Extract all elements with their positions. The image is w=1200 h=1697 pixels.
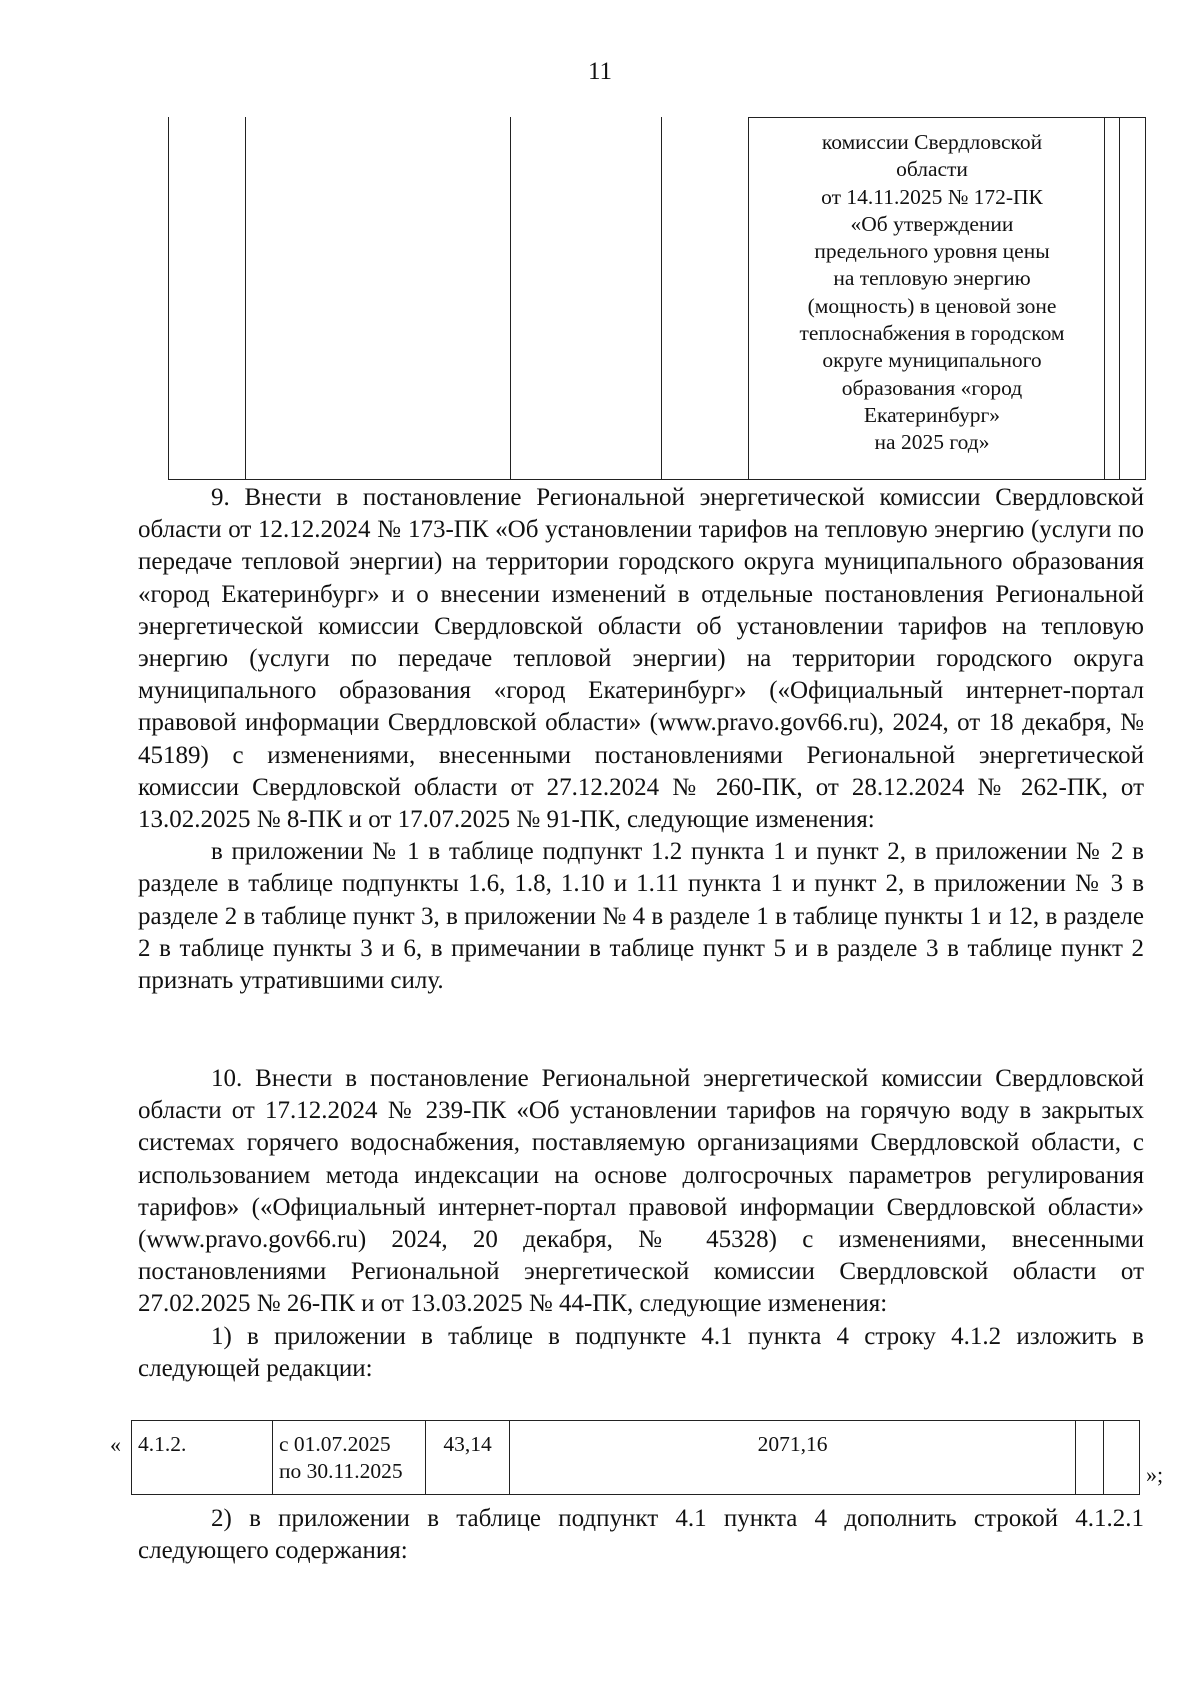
item-10-continued <box>138 1503 1144 1567</box>
cell-line: Екатеринбург» <box>863 402 1001 427</box>
cell-line: (мощность) в ценовой зоне <box>807 293 1057 318</box>
empty-cell <box>1076 1421 1104 1494</box>
period-cell <box>273 1421 426 1494</box>
cell-line: предельного уровня цены <box>814 239 1050 264</box>
item-10-paragraph: 10. Внести в постановление Региональной энергетической комиссии Свердловской области от 17.12.2024 № 239-ПК «Об установлении тарифов на горячую воду в закрытых системах горячего водоснабжения, поставляемую организациями Свердловской области, с использованием метода индексации на основе долгосрочных параметров регулирования тарифов» («Официальный интернет-портал правовой информации Свердловской области» (www.pravo.gov66.ru) 2024, 20 декабря, № 45328) с изменениями, внесенными постановлениями Региональной энергетической комиссии Свердловской области от 27.02.2025 № 26-ПК и от 13.03.2025 № 44-ПК, следующие изменения: <box>138 1065 1144 1318</box>
cell-line: комиссии Свердловской <box>821 130 1043 154</box>
cell-line: образования «город <box>841 375 1023 400</box>
cell-line: на тепловую энергию <box>833 266 1031 291</box>
cell-line: области <box>896 157 968 182</box>
table-top-border <box>748 117 1146 118</box>
table-column-divider <box>245 117 246 479</box>
page-number: 11 <box>587 58 613 85</box>
opening-quote: « <box>110 1432 121 1457</box>
continuation-table <box>168 117 1146 480</box>
item-9-subparagraph: в приложении № 1 в таблице подпункт 1.2 пункта 1 и пункт 2, в приложении № 2 в разделе в таблице подпункты 1.6, 1.8, 1.10 и 1.11 пункта 1 и пункт 2, в приложении № 3 в разделе 2 в таблице пункт 3, в приложении № 4 в разделе 1 в таблице пункты 1 и 12, в разделе 2 в таблице пункты 3 и 6, в примечании в таблице пункт 5 и в разделе 3 в таблице пункт 2 признать утратившими силу. <box>138 838 1144 995</box>
value-1: 43,14 <box>443 1432 492 1456</box>
cell-line: округе муниципального <box>822 348 1042 373</box>
value-2-cell <box>510 1421 1076 1494</box>
item-10-subparagraph-1: 1) в приложении в таблице в подпункте 4.1 пункта 4 строку 4.1.2 изложить в следующей редакции: <box>138 1322 1144 1382</box>
cell-line: от 14.11.2025 № 172-ПК <box>821 184 1043 209</box>
cell-line: на 2025 год» <box>874 430 990 455</box>
table-column-divider <box>510 117 511 479</box>
closing-quote: »; <box>1146 1462 1164 1487</box>
table-column-divider <box>168 117 169 479</box>
item-10 <box>138 1063 1144 1385</box>
table-column-divider <box>748 117 749 479</box>
empty-cell <box>1104 1421 1138 1494</box>
period-start: с 01.07.2025 <box>279 1432 391 1456</box>
item-10-subparagraph-2: 2) в приложении в таблице подпункт 4.1 пункта 4 дополнить строкой 4.1.2.1 следующего содержания: <box>138 1505 1144 1565</box>
value-2: 2071,16 <box>757 1432 828 1456</box>
period-end: по 30.11.2025 <box>279 1459 403 1483</box>
item-9 <box>138 482 1144 997</box>
table-column-divider <box>1104 117 1105 479</box>
value-1-cell <box>426 1421 510 1494</box>
cell-line: «Об утверждении <box>850 211 1014 236</box>
row-number: 4.1.2. <box>138 1432 187 1456</box>
cell-line: теплоснабжения в городском <box>799 321 1065 346</box>
table-column-divider <box>1119 117 1120 479</box>
replacement-row-table <box>131 1420 1140 1495</box>
table-column-divider <box>1145 117 1146 479</box>
row-number-cell <box>132 1421 273 1494</box>
resolution-reference-cell <box>768 129 1096 457</box>
item-9-paragraph: 9. Внести в постановление Региональной энергетической комиссии Свердловской области от 12.12.2024 № 173-ПК «Об установлении тарифов на тепловую энергию (услуги по передаче тепловой энергии) на территории городского округа муниципального образования «город Екатеринбург» и о внесении изменений в отдельные постановления Региональной энергетической комиссии Свердловской области об установлении тарифов на тепловую энергию (услуги по передаче тепловой энергии) на территории городского округа муниципального образования «город Екатеринбург» («Официальный интернет-портал правовой информации Свердловской области» (www.pravo.gov66.ru), 2024, от 18 декабря, № 45189) с изменениями, внесенными постановлениями Региональной энергетической комиссии Свердловской области от 27.12.2024 № 260-ПК, от 28.12.2024 № 262-ПК, от 13.02.2025 № 8-ПК и от 17.07.2025 № 91-ПК, следующие изменения: <box>138 484 1144 834</box>
table-column-divider <box>661 117 662 479</box>
